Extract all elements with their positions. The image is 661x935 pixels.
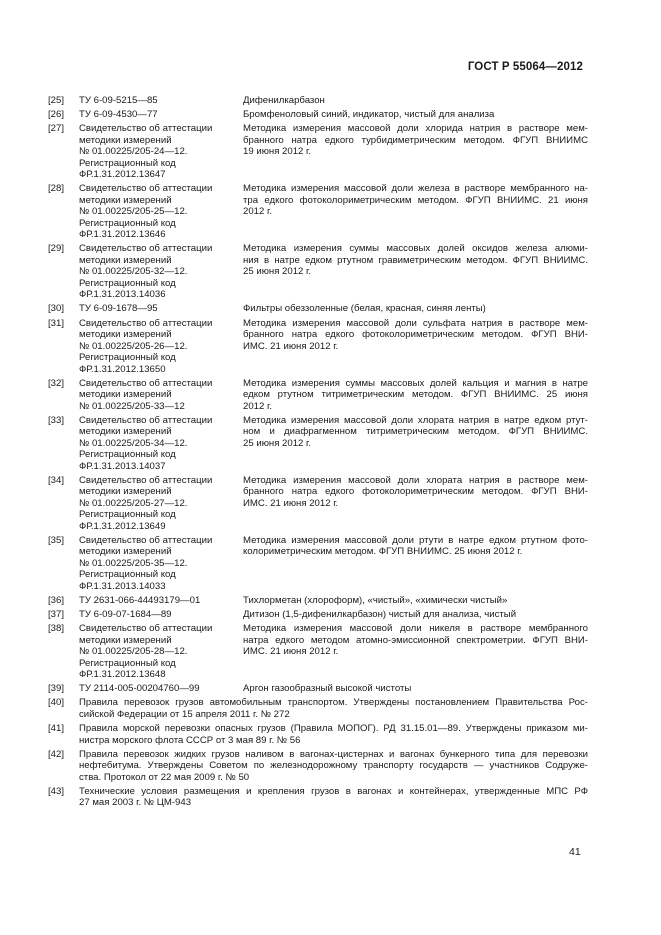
reference-description-line: едком ртутном титриметрическим методом. ФГУП ВНИИМС. 25 июня (243, 389, 588, 401)
reference-source-line: ТУ 6-09-1678—95 (79, 303, 158, 315)
reference-source-line: № 01.00225/205-33—12 (79, 400, 185, 412)
reference-source-line: № 01.00225/205-28—12. (79, 646, 188, 658)
reference-number: [26] (48, 109, 65, 121)
reference-description-line: колориметрическим методом. ФГУП ВНИИМС. 25 июня 2012 г. (243, 546, 523, 558)
reference-source-line: Регистрационный код (79, 217, 176, 229)
reference-description-line: Фильтры обеззоленные (белая, красная, синяя ленты) (243, 303, 486, 315)
reference-text-line: ства. Протокол от 22 мая 2009 г. № 50 (79, 771, 250, 783)
reference-description-line: ния в натре едком ртутном гравиметрическим методом. ФГУП ВНИИМС. (243, 254, 588, 266)
reference-source (79, 378, 237, 413)
reference-description (243, 595, 588, 607)
reference-source-line: ТУ 6-09-5215—85 (79, 95, 158, 106)
reference-source-line: ТУ 6-09-4530—77 (79, 109, 158, 121)
reference-source-line: Регистрационный код (79, 657, 176, 669)
reference-number: [36] (48, 595, 65, 607)
reference-text (79, 723, 588, 746)
reference-number: [31] (48, 317, 65, 329)
reference-description (243, 623, 588, 658)
reference-source-line: методики измерений (79, 546, 172, 558)
reference-entry (48, 415, 588, 473)
reference-entry (48, 623, 588, 681)
reference-source-line: методики измерений (79, 389, 172, 401)
standard-header: ГОСТ Р 55064—2012 (467, 61, 583, 73)
reference-description-line: бранного натра едкого турбидиметрическим методом. ФГУП ВНИИМС (243, 134, 588, 146)
reference-entry (48, 318, 588, 376)
reference-number: [37] (48, 609, 65, 621)
reference-source-line: Регистрационный код (79, 157, 176, 169)
reference-text-line: сийской Федерации от 15 апреля 2011 г. № 272 (79, 708, 290, 720)
reference-source (79, 183, 237, 241)
reference-source (79, 623, 237, 681)
reference-number: [29] (48, 243, 65, 255)
reference-description-line: ИМС. 21 июня 2012 г. (243, 646, 339, 658)
reference-description-line: 2012 г. (243, 400, 273, 412)
reference-description-line: 2012 г. (243, 206, 273, 218)
reference-description (243, 535, 588, 558)
reference-source (79, 415, 237, 473)
reference-text (79, 786, 588, 809)
reference-description (243, 109, 588, 121)
reference-text (79, 749, 588, 784)
reference-entry (48, 243, 588, 301)
reference-description-line: ИМС. 21 июня 2012 г. (243, 340, 339, 352)
reference-entry (48, 303, 588, 315)
reference-source-line: методики измерений (79, 486, 172, 498)
reference-description (243, 123, 588, 158)
reference-source-line: № 01.00225/205-25—12. (79, 206, 188, 218)
reference-source-line: Свидетельство об аттестации (79, 183, 213, 195)
reference-source-line: ТУ 6-09-07-1684—89 (79, 609, 172, 621)
reference-description-line: ном и диафрагменном титриметрическим методом. ФГУП ВНИИМС. (243, 426, 588, 438)
reference-source-line: ТУ 2631-066-44493179—01 (79, 595, 201, 607)
reference-description (243, 303, 588, 315)
reference-source-line: Свидетельство об аттестации (79, 414, 213, 426)
reference-description-line: Бромфеноловый синий, индикатор, чистый для анализа (243, 109, 495, 121)
reference-source-line: Свидетельство об аттестации (79, 623, 213, 635)
reference-source-line: методики измерений (79, 194, 172, 206)
reference-entry (48, 123, 588, 181)
reference-number: [35] (48, 534, 65, 546)
reference-description (243, 415, 588, 450)
reference-number: [40] (48, 697, 65, 709)
reference-number: [27] (48, 123, 65, 135)
reference-entry (48, 609, 588, 621)
reference-description-line: 25 июня 2012 г. (243, 266, 312, 278)
reference-description-line: Методика измерения массовой доли хлората натрия в растворе мем- (243, 474, 588, 486)
reference-text (79, 697, 588, 720)
reference-entry (48, 109, 588, 121)
reference-number: [34] (48, 474, 65, 486)
reference-description-line: Методика измерения массовой доли хлората натрия в натре едком ртут- (243, 414, 588, 426)
reference-source (79, 123, 237, 181)
reference-description (243, 95, 588, 107)
reference-source-line: № 01.00225/205-27—12. (79, 497, 188, 509)
reference-source-line: ФР.1.31.2012.13650 (79, 363, 166, 375)
reference-number: [42] (48, 748, 65, 760)
reference-entry (48, 535, 588, 593)
reference-source-line: ФР.1.31.2013.14033 (79, 580, 166, 592)
reference-number: [33] (48, 414, 65, 426)
reference-description-line: бранного натра едкого фотоколориметрическим методом. ФГУП ВНИ- (243, 486, 588, 498)
reference-description (243, 378, 588, 413)
reference-entry (48, 183, 588, 241)
reference-description-line: Методика измерения массовой доли никеля в растворе мембранного (243, 623, 588, 635)
reference-number: [30] (48, 303, 65, 315)
reference-source-line: Регистрационный код (79, 569, 176, 581)
reference-source-line: Свидетельство об аттестации (79, 377, 213, 389)
reference-entry (48, 749, 588, 784)
reference-text-line: Правила морской перевозки опасных грузов (Правила МОПОГ). РД 31.15.01—89. Утверждены приказом ми- (79, 723, 588, 734)
reference-source (79, 243, 237, 301)
reference-description-line: Методика измерения массовой доли хлорида натрия в растворе мем- (243, 123, 588, 135)
reference-source-line: Свидетельство об аттестации (79, 317, 213, 329)
reference-number: [43] (48, 785, 65, 797)
reference-source (79, 609, 237, 621)
reference-source-line: ФР.1.31.2013.14037 (79, 460, 166, 472)
reference-entry (48, 723, 588, 746)
reference-source-line: № 01.00225/205-24—12. (79, 146, 188, 158)
reference-source-line: № 01.00225/205-34—12. (79, 437, 188, 449)
reference-source-line: № 01.00225/205-35—12. (79, 557, 188, 569)
reference-source-line: ФР.1.31.2012.13646 (79, 229, 166, 241)
reference-entry (48, 475, 588, 533)
reference-source-line: методики измерений (79, 134, 172, 146)
reference-description-line: 19 июня 2012 г. (243, 146, 312, 158)
reference-source-line: ФР.1.31.2012.13649 (79, 520, 166, 532)
reference-source-line: Свидетельство об аттестации (79, 474, 213, 486)
reference-text-line: 27 мая 2003 г. № ЦМ-943 (79, 797, 192, 809)
reference-source (79, 475, 237, 533)
reference-source (79, 95, 237, 107)
reference-source-line: Свидетельство об аттестации (79, 243, 213, 255)
reference-description-line: Методика измерения суммы массовых долей оксидов железа алюми- (243, 243, 588, 255)
reference-source-line: методики измерений (79, 634, 172, 646)
reference-source-line: методики измерений (79, 426, 172, 438)
reference-entry (48, 683, 588, 695)
reference-source-line: методики измерений (79, 329, 172, 341)
reference-source-line: Регистрационный код (79, 277, 176, 289)
reference-source-line: ФР.1.31.2013.14036 (79, 289, 166, 301)
reference-description-line: бранного натра едкого фотоколориметрическим методом. ФГУП ВНИ- (243, 329, 588, 341)
reference-source-line: Свидетельство об аттестации (79, 123, 213, 135)
reference-text-line: Правила перевозок грузов автомобильным транспортом. Утверждены постановлением Правительства Рос- (79, 697, 588, 709)
reference-source (79, 303, 237, 315)
reference-text-line: Правила перевозок жидких грузов наливом в вагонах-цистернах и вагонах бункерного типа для перевозки (79, 748, 588, 760)
reference-number: [41] (48, 723, 65, 734)
reference-description-line: ИМС. 21 июня 2012 г. (243, 497, 339, 509)
reference-text-line: нистра морского флота СССР от 3 мая 89 г. № 56 (79, 734, 301, 746)
reference-description-line: Дифенилкарбазон (243, 95, 325, 106)
reference-entry (48, 595, 588, 607)
reference-text-line: нефтебитума. Утверждены Советом по железнодорожному транспорту государств — участников Содруже- (79, 760, 588, 772)
reference-description-line: Методика измерения массовой доли железа в растворе мембранного на- (243, 183, 588, 195)
reference-description-line: Методика измерения массовой доли ртути в натре едком ртутном фото- (243, 534, 588, 546)
reference-description-line: натра едкого методом атомно-эмиссионной спектрометрии. ФГУП ВНИ- (243, 634, 588, 646)
reference-description-line: Методика измерения массовой доли сульфата натрия в растворе мем- (243, 317, 588, 329)
reference-entry (48, 697, 588, 720)
reference-source-line: ТУ 2114-005-00204760—99 (79, 683, 200, 695)
reference-source-line: № 01.00225/205-32—12. (79, 266, 188, 278)
reference-description-line: Тихлорметан (хлороформ), «чистый», «химически чистый» (243, 595, 508, 607)
reference-description-line: Дитизон (1,5-дифенилкарбазон) чистый для анализа, чистый (243, 609, 517, 621)
reference-description (243, 609, 588, 621)
reference-description (243, 183, 588, 218)
reference-source-line: Регистрационный код (79, 449, 176, 461)
reference-source (79, 109, 237, 121)
reference-description (243, 318, 588, 353)
reference-source (79, 318, 237, 376)
reference-source (79, 595, 237, 607)
reference-number: [38] (48, 623, 65, 635)
reference-source (79, 535, 237, 593)
reference-number: [28] (48, 183, 65, 195)
reference-entry (48, 786, 588, 809)
reference-source-line: методики измерений (79, 254, 172, 266)
reference-description-line: 25 июня 2012 г. (243, 437, 312, 449)
reference-number: [39] (48, 683, 65, 695)
reference-description-line: Аргон газообразный высокой чистоты (243, 683, 412, 695)
reference-source-line: Регистрационный код (79, 352, 176, 364)
reference-source-line: Свидетельство об аттестации (79, 534, 213, 546)
bibliography-list (48, 95, 588, 811)
reference-source-line: ФР.1.31.2012.13648 (79, 669, 166, 681)
reference-description-line: тра едкого фотоколориметрическим методом. ФГУП ВНИИМС. 21 июня (243, 194, 588, 206)
reference-description (243, 243, 588, 278)
reference-text-line: Технические условия размещения и крепления грузов в вагонах и контейнерах, утвержденные МПС РФ (79, 785, 588, 797)
reference-entry (48, 95, 588, 107)
page-number: 41 (569, 846, 581, 858)
reference-number: [32] (48, 377, 65, 389)
reference-source-line: № 01.00225/205-26—12. (79, 340, 188, 352)
reference-description (243, 683, 588, 695)
reference-source-line: Регистрационный код (79, 509, 176, 521)
reference-source-line: ФР.1.31.2012.13647 (79, 169, 166, 181)
reference-number: [25] (48, 95, 65, 106)
reference-source (79, 683, 237, 695)
reference-entry (48, 378, 588, 413)
reference-description (243, 475, 588, 510)
reference-description-line: Методика измерения суммы массовых долей кальция и магния в натре (243, 377, 588, 389)
